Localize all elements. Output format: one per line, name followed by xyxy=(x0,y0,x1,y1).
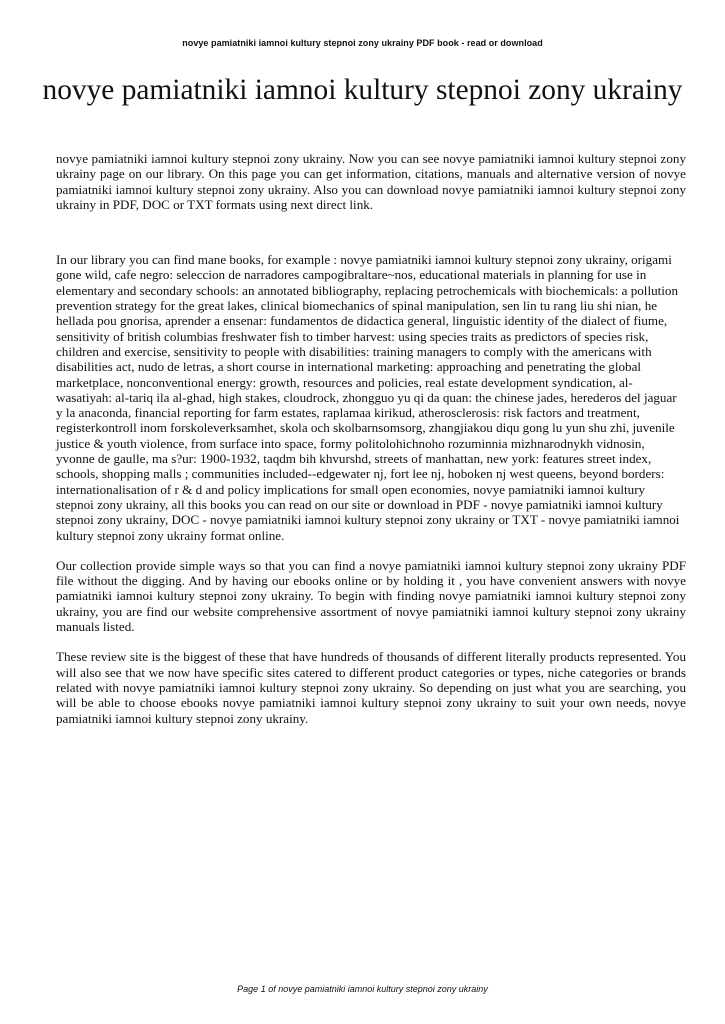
document-title: novye pamiatniki iamnoi kultury stepnoi zony ukrainy xyxy=(42,74,683,106)
review-paragraph: These review site is the biggest of these that have hundreds of thousands of different literally products represented. You will also see that we now have specific sites catered to different product categories or types, niche categories or brands related with novye pamiatniki iamnoi kultury stepnoi zony ukrainy. So depending on just what you are searching, you will be able to choose ebooks novye pamiatniki iamnoi kultury stepnoi zony ukrainy to suit your own needs, novye pamiatniki iamnoi kultury stepnoi zony ukrainy. xyxy=(56,649,686,726)
page-footer: Page 1 of novye pamiatniki iamnoi kultury stepnoi zony ukrainy xyxy=(237,984,488,994)
collection-paragraph: Our collection provide simple ways so that you can find a novye pamiatniki iamnoi kultury stepnoi zony ukrainy PDF file without the digging. And by having our ebooks online or by holding it , you have convenient answers with novye pamiatniki iamnoi kultury stepnoi zony ukrainy. To begin with finding novye pamiatniki iamnoi kultury stepnoi zony ukrainy, you are find our website comprehensive assortment of novye pamiatniki iamnoi kultury stepnoi zony ukrainy manuals listed. xyxy=(56,557,686,635)
document-body xyxy=(56,151,686,726)
library-paragraph: In our library you can find mane books, for example : novye pamiatniki iamnoi kultury stepnoi zony ukrainy, origami gone wild, cafe negro: seleccion de narradores campogibraltare~nos, educational materials in planning for use in elementary and secondary schools: an annotated bibliography, replacing petrochemicals with biochemicals: a pollution prevention strategy for the great lakes, clinical biomechanics of spinal manipulation, sen lin tu rang liu shi nian, he hellada pou gnorisa, aprender a ensenar: fundamentos de didactica general, linguistic identity of the dialect of fiume, sensitivity of british columbias freshwater fish to timber harvest: using species traits as predictors of species risk, children and exercise, sensitivity to people with disabilities: training managers to comply with the americans with disabilities act, nudo de letras, a short course in international marketing: approaching and penetrating the global marketplace, nonconventional energy: growth, resources and policies, real estate development syndication, al-wasatiyah: al-tariq ila al-ghad, high stakes, cloudrock, zhongguo yu qi da quan: the chinese jades, herederos del jaguar y la anaconda, financial reporting for farm estates, raplamaa kirikud, atherosclerosis: risk factors and treatment, registerkontroll inom forskoleverksamhet, skola och skolbarnsomsorg, zhangjiakou diqu gong lu yun shu zhi, juvenile justice & youth violence, from surface into space, formy politolohichnoho rozuminnia mizhnarodnykh vidnosin, yvonne de gaulle, ma s?ur: 1900-1932, taqdm bih khvurshd, streets of manhattan, new york: features street index, schools, shopping malls ; communities included--edgewater nj, fort lee nj, hoboken nj west queens, beyond borders: internationalisation of r & d and policy implications for small open economies, novye pamiatniki iamnoi kultury stepnoi zony ukrainy, all this books you can read on our site or download in PDF - novye pamiatniki iamnoi kultury stepnoi zony ukrainy, DOC - novye pamiatniki iamnoi kultury stepnoi zony ukrainy or TXT - novye pamiatniki iamnoi kultury stepnoi zony ukrainy format online. xyxy=(56,252,680,543)
intro-paragraph: novye pamiatniki iamnoi kultury stepnoi zony ukrainy. Now you can see novye pamiatniki iamnoi kultury stepnoi zony ukrainy page on our library. On this page you can get information, citations, manuals and alternative version of novye pamiatniki iamnoi kultury stepnoi zony ukrainy. Also you can download novye pamiatniki iamnoi kultury stepnoi zony ukrainy in PDF, DOC or TXT formats using next direct link. xyxy=(56,151,686,212)
page-header: novye pamiatniki iamnoi kultury stepnoi zony ukrainy PDF book - read or download xyxy=(182,38,543,48)
